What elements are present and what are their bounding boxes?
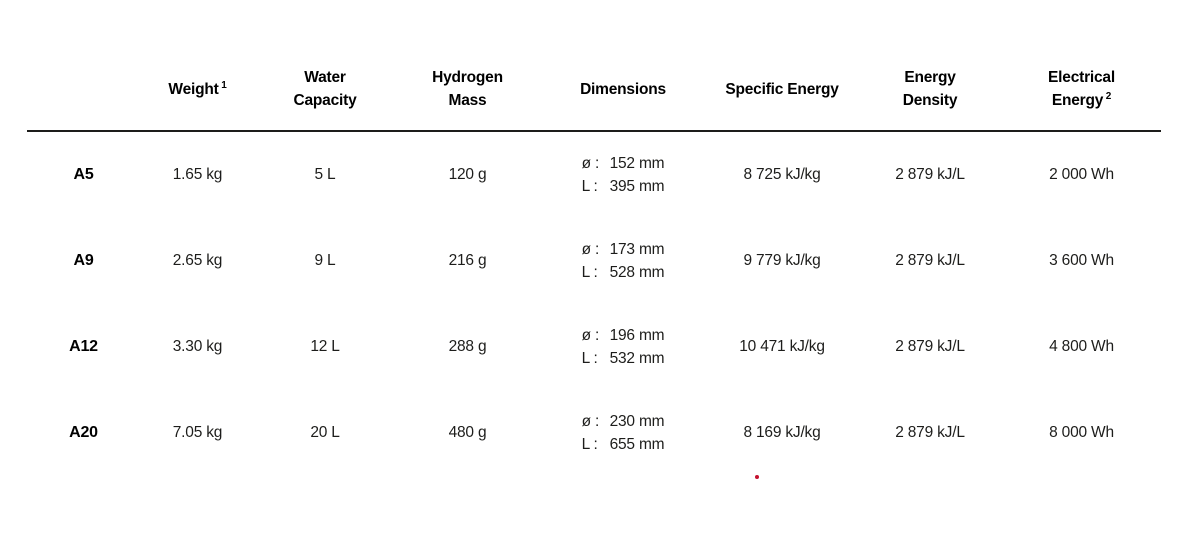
cell-energy_density: 2 879 kJ/L: [895, 252, 965, 269]
cell-specific_energy: 9 779 kJ/kg: [743, 252, 821, 269]
column-header-line: Density: [902, 92, 958, 109]
length-value: 532 mm: [609, 350, 665, 367]
column-header-line: Specific Energy: [725, 80, 839, 98]
length-line: [582, 347, 665, 370]
cell-hydrogen_mass: 288 g: [448, 338, 487, 355]
column-header-line: Electrical: [1048, 69, 1115, 86]
cell-specific_energy: 8 725 kJ/kg: [743, 166, 821, 183]
length-line: [582, 433, 665, 456]
column-header-line: Hydrogen: [432, 69, 503, 86]
cell-model: A5: [73, 166, 94, 183]
table-body: [27, 132, 1161, 476]
diameter-symbol: ø :: [581, 413, 600, 430]
cell-electrical_energy: 3 600 Wh: [1049, 252, 1114, 269]
column-header-line: Water: [304, 69, 346, 86]
column-header-water_capacity: [255, 66, 395, 112]
cell-weight: 1.65 kg: [172, 166, 223, 183]
table-row-a9: [27, 218, 1161, 304]
cell-hydrogen_mass: 480 g: [448, 424, 487, 441]
diameter-line: [582, 410, 665, 433]
column-header-hydrogen_mass: [395, 66, 540, 112]
diameter-line: [582, 324, 665, 347]
cell-dimensions: [540, 410, 706, 456]
column-header-line: Energy $^2$: [1051, 90, 1112, 109]
cell-hydrogen_mass: 216 g: [448, 252, 487, 269]
cell-water_capacity: 9 L: [314, 252, 336, 269]
column-header-weight: [140, 78, 255, 101]
column-header-electrical_energy: [1002, 66, 1161, 112]
cell-water_capacity: 20 L: [310, 424, 340, 441]
cell-electrical_energy: 4 800 Wh: [1049, 338, 1114, 355]
dimensions-block: [582, 152, 665, 198]
cell-model: A9: [73, 252, 94, 269]
table-row-a12: [27, 304, 1161, 390]
diameter-value: 230 mm: [609, 413, 665, 430]
table-row-a20: [27, 390, 1161, 476]
dimensions-block: [582, 410, 665, 456]
specifications-table: [27, 48, 1161, 476]
cell-energy_density: 2 879 kJ/L: [895, 424, 965, 441]
cell-energy_density: 2 879 kJ/L: [895, 166, 965, 183]
length-line: [582, 261, 665, 284]
table-header-row: [27, 48, 1161, 132]
length-symbol: L :: [581, 264, 598, 281]
cell-weight: 2.65 kg: [172, 252, 223, 269]
table-row-a5: [27, 132, 1161, 218]
dimensions-block: [582, 238, 665, 284]
cell-dimensions: [540, 152, 706, 198]
cell-specific_energy: 8 169 kJ/kg: [743, 424, 821, 441]
cell-weight: 7.05 kg: [172, 424, 223, 441]
cell-dimensions: [540, 324, 706, 370]
column-header-dimensions: [540, 78, 706, 101]
length-symbol: L :: [581, 178, 598, 195]
column-header-line: Capacity: [293, 92, 357, 109]
length-symbol: L :: [581, 350, 598, 367]
stray-red-dot: [755, 475, 759, 479]
cell-energy_density: 2 879 kJ/L: [895, 338, 965, 355]
cell-hydrogen_mass: 120 g: [448, 166, 487, 183]
diameter-symbol: ø :: [581, 155, 600, 172]
dimensions-block: [582, 324, 665, 370]
diameter-line: [582, 238, 665, 261]
length-symbol: L :: [581, 436, 598, 453]
footnote-marker: 2: [1103, 90, 1112, 102]
cell-dimensions: [540, 238, 706, 284]
diameter-symbol: ø :: [581, 241, 600, 258]
column-header-line: Mass: [448, 92, 487, 109]
column-header-specific_energy: [706, 78, 858, 101]
cell-model: A20: [69, 424, 98, 441]
diameter-line: [582, 152, 665, 175]
diameter-value: 152 mm: [609, 155, 665, 172]
length-value: 395 mm: [609, 178, 665, 195]
diameter-value: 196 mm: [609, 327, 665, 344]
cell-water_capacity: 5 L: [314, 166, 336, 183]
column-header-line: Dimensions: [580, 80, 666, 98]
diameter-symbol: ø :: [581, 327, 600, 344]
cell-specific_energy: 10 471 kJ/kg: [739, 338, 825, 355]
cell-water_capacity: 12 L: [310, 338, 340, 355]
diameter-value: 173 mm: [609, 241, 665, 258]
cell-electrical_energy: 2 000 Wh: [1049, 166, 1114, 183]
cell-weight: 3.30 kg: [172, 338, 223, 355]
cell-electrical_energy: 8 000 Wh: [1049, 424, 1114, 441]
column-header-energy_density: [858, 66, 1002, 112]
length-value: 655 mm: [609, 436, 665, 453]
length-line: [582, 175, 665, 198]
column-header-line: Weight $^1$: [168, 79, 227, 98]
cell-model: A12: [69, 338, 98, 355]
column-header-line: Energy: [904, 69, 956, 86]
footnote-marker: 1: [218, 79, 227, 91]
length-value: 528 mm: [609, 264, 665, 281]
